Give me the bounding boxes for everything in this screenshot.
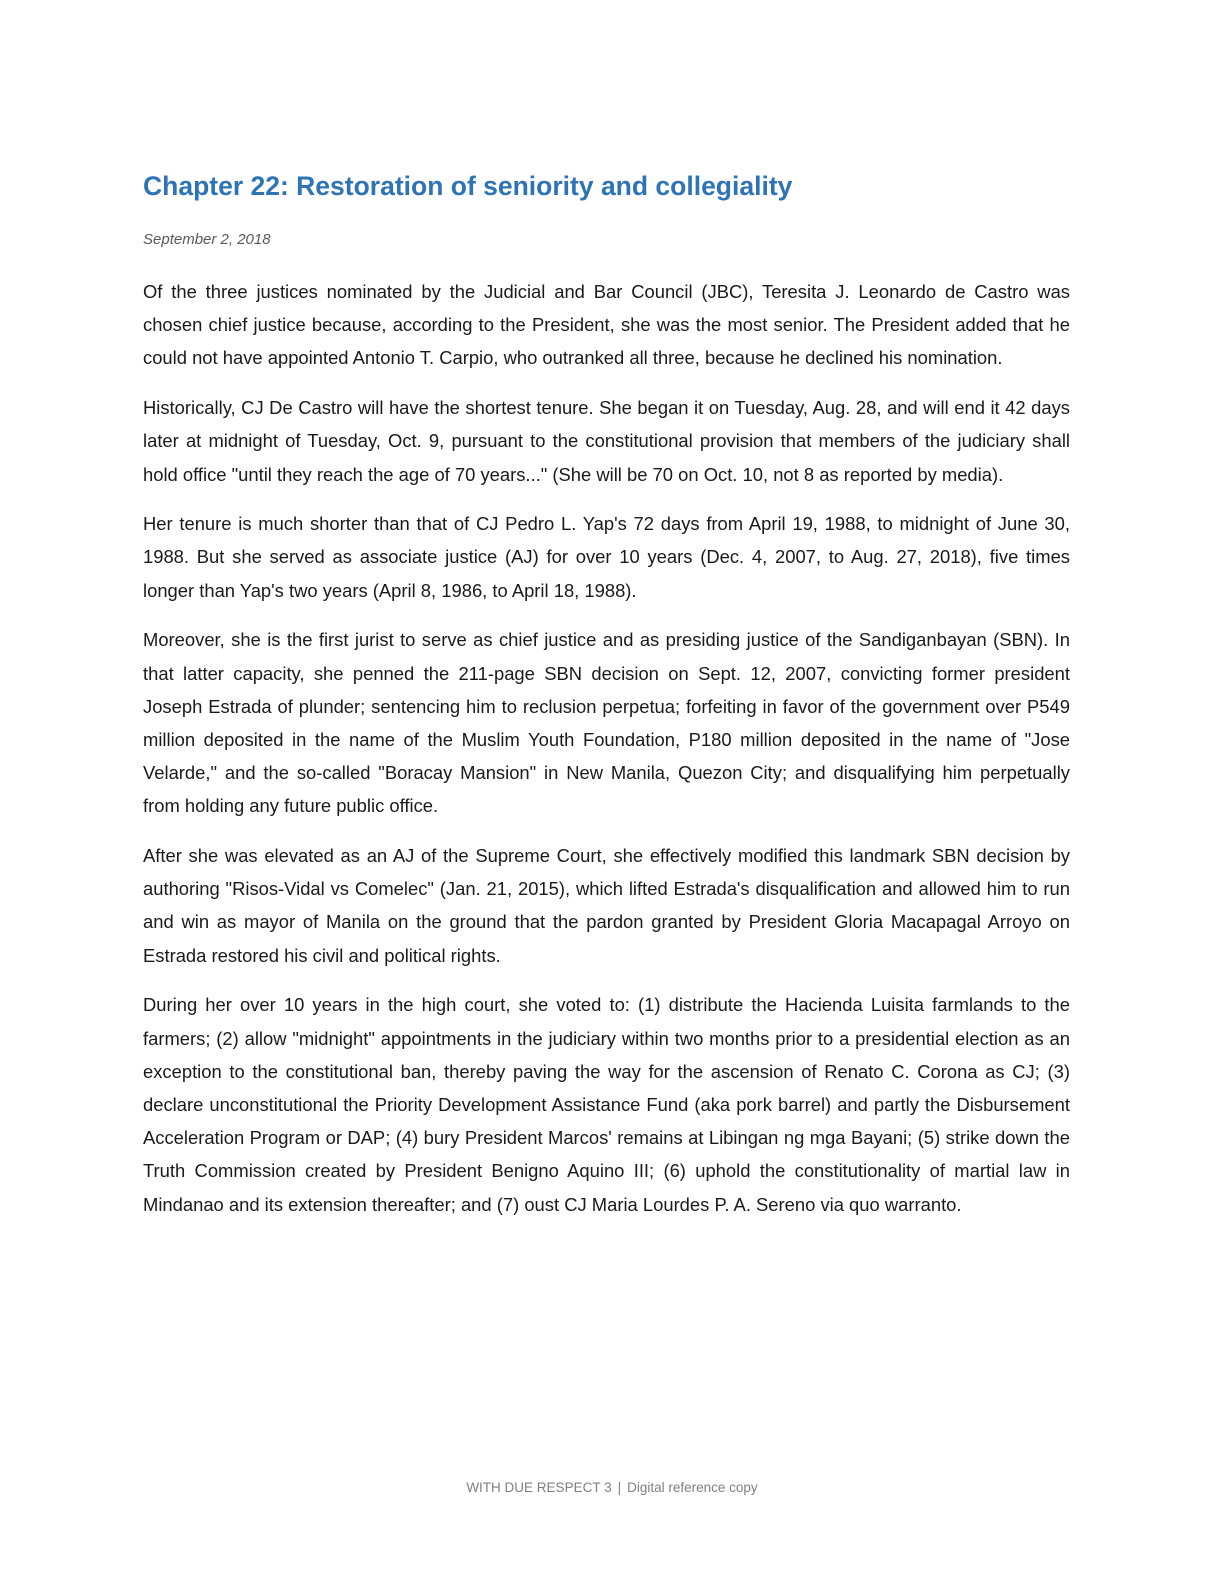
- paragraph: Historically, CJ De Castro will have the shortest tenure. She began it on Tuesday, Aug. 28, and will end it 42 days later at midnight of Tuesday, Oct. 9, pursuant to the constitutional provision that members of the judiciary shall hold office "until they reach the age of 70 years..." (She will be 70 on Oct. 10, not 8 as reported by media).: [143, 397, 1070, 485]
- publication-date: September 2, 2018: [143, 231, 271, 248]
- footer-copy-note: Digital reference copy: [627, 1480, 758, 1495]
- document-page: [143, 0, 1070, 1584]
- paragraph: Her tenure is much shorter than that of CJ Pedro L. Yap's 72 days from April 19, 1988, to midnight of June 30, 1988. But she served as associate justice (AJ) for over 10 years (Dec. 4, 2007, to Aug. 27, 2018), five times longer than Yap's two years (April 8, 1986, to April 18, 1988).: [143, 513, 1070, 601]
- paragraph: Of the three justices nominated by the Judicial and Bar Council (JBC), Teresita J. Leonardo de Castro was chosen chief justice because, according to the President, she was the most senior. The President added that he could not have appointed Antonio T. Carpio, who outranked all three, because he declined his nomination.: [143, 281, 1070, 369]
- paragraph: Moreover, she is the first jurist to serve as chief justice and as presiding justice of the Sandiganbayan (SBN). In that latter capacity, she penned the 211-page SBN decision on Sept. 12, 2007, convicting former president Joseph Estrada of plunder; sentencing him to reclusion perpetua; forfeiting in favor of the government over P549 million deposited in the name of the Muslim Youth Foundation, P180 million deposited in the name of "Jose Velarde," and the so-called "Boracay Mansion" in New Manila, Quezon City; and disqualifying him perpetually from holding any future public office.: [143, 629, 1070, 817]
- footer-separator: |: [617, 1480, 622, 1495]
- footer-book-title: WITH DUE RESPECT 3: [466, 1480, 612, 1495]
- chapter-title: Chapter 22: Restoration of seniority and collegiality: [143, 171, 793, 201]
- article-body: [143, 275, 1070, 1237]
- paragraph: During her over 10 years in the high court, she voted to: (1) distribute the Hacienda Luisita farmlands to the farmers; (2) allow "midnight" appointments in the judiciary within two months prior to a presidential election as an exception to the constitutional ban, thereby paving the way for the ascension of Renato C. Corona as CJ; (3) declare unconstitutional the Priority Development Assistance Fund (aka pork barrel) and partly the Disbursement Acceleration Program or DAP; (4) bury President Marcos' remains at Libingan ng mga Bayani; (5) strike down the Truth Commission created by President Benigno Aquino III; (6) uphold the constitutionality of martial law in Mindanao and its extension thereafter; and (7) oust CJ Maria Lourdes P. A. Sereno via quo warranto.: [143, 994, 1070, 1215]
- paragraph: After she was elevated as an AJ of the Supreme Court, she effectively modified this landmark SBN decision by authoring "Risos-Vidal vs Comelec" (Jan. 21, 2015), which lifted Estrada's disqualification and allowed him to run and win as mayor of Manila on the ground that the pardon granted by President Gloria Macapagal Arroyo on Estrada restored his civil and political rights.: [143, 845, 1070, 966]
- page-footer: [0, 1480, 1224, 1495]
